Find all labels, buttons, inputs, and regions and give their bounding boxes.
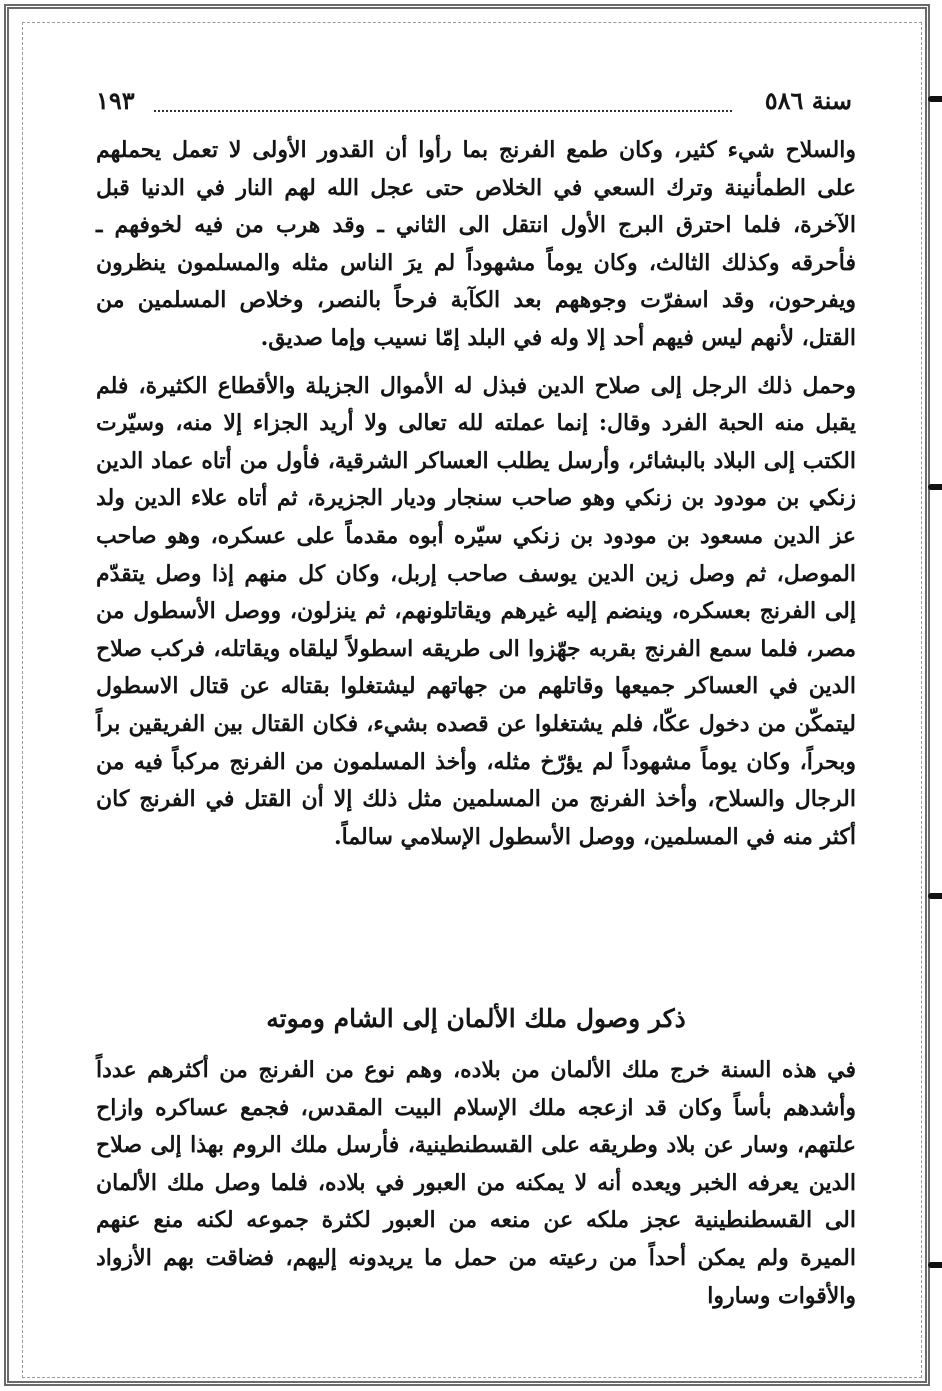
margin-marker: [928, 484, 942, 490]
section-text: [96, 1052, 856, 1315]
main-text: [96, 132, 856, 856]
header-dotted-leader: [154, 110, 732, 112]
margin-marker: [928, 1262, 942, 1268]
paragraph: وحمل ذلك الرجل إلى صلاح الدين فبذل له الأموال الجزيلة والأقطاع الكثيرة، فلم يقبل منه الحبة الفرد وقال: إنما عملته لله تعالى ولا أريد الجزاء إلا منه، وسيّرت الكتب إلى البلاد بالبشائر، وأرسل يطلب العساكر الشرقية، فأول من أتاه عماد الدين زنكي بن مودود بن زنكي وهو صاحب سنجار وديار الجزيرة، ثم أتاه علاء الدين ولد عز الدين مسعود بن مودود بن زنكي سيّره أبوه مقدماً على عسكره، وهو صاحب الموصل، ثم وصل زين الدين يوسف صاحب إربل، وكان كل منهم إذا وصل يتقدّم إلى الفرنج بعسكره، وينضم إليه غيرهم ويقاتلونهم، ثم ينزلون، ووصل الأسطول من مصر، فلما سمع الفرنج بقربه جهّزوا الى طريقه اسطولاً ليلقاه ويقاتله، فركب صلاح الدين في العساكر جميعها وقاتلهم من جهاتهم ليشتغلوا بقتاله عن قتال الاسطول ليتمكّن من دخول عكّا، فلم يشتغلوا عن قصده بشيء، فكان القتال بين الفريقين براً وبحراً، وكان يوماً مشهوداً لم يؤرّخ مثله، وأخذ المسلمون من الفرنج مركباً فيه من الرجال والسلاح، وأخذ الفرنج من المسلمين مثل ذلك إلا أن القتل في الفرنج كان أكثر منه في المسلمين، ووصل الأسطول الإسلامي سالماً.: [96, 372, 856, 850]
header-year: سنة ٥٨٦: [764, 86, 852, 115]
paragraph: والسلاح شيء كثير، وكان طمع الفرنج بما رأوا أن القدور الأولى لا تعمل يحملهم على الطمأنينة وترك السعي في الخلاص حتى عجل الله لهم النار في الدنيا قبل الآخرة، فلما احترق البرج الأول انتقل الى الثاني ـ وقد هرب من فيه لخوفهم ـ فأحرقه وكذلك الثالث، وكان يوماً مشهوداً لم يرَ الناس مثله والمسلمون ينظرون ويفرحون، وقد اسفرّت وجوههم بعد الكآبة فرحاً بالنصر، وخلاص المسلمين من القتل، لأنهم ليس فيهم أحد إلا وله في البلد إمّا نسيب وإما صديق.: [96, 137, 856, 351]
section-heading: ذكر وصول ملك الألمان إلى الشام وموته: [266, 1004, 686, 1033]
margin-marker: [928, 96, 942, 102]
paragraph: في هذه السنة خرج ملك الألمان من بلاده، وهم نوع من الفرنج من أكثرهم عدداً وأشدهم بأساً وكان قد ازعجه ملك الإسلام البيت المقدس، فجمع عساكره وازاح علتهم، وسار عن بلاد وطريقه على القسطنطينية، فأرسل ملك الروم بهذا إلى صلاح الدين يعرفه الخبر ويعده أنه لا يمكنه من العبور في بلاده، فلما وصل ملك الألمان الى القسطنطينية عجز ملكه عن منعه من العبور لكثرة جموعه لكنه منع عنهم الميرة ولم يمكن أحداً من رعيته من حمل ما يريدونه إليهم، فضاقت بهم الأزواد والأقوات وساروا: [96, 1057, 856, 1309]
page-number: ١٩٣: [96, 86, 135, 115]
running-header: [96, 86, 852, 126]
margin-marker: [928, 893, 942, 899]
